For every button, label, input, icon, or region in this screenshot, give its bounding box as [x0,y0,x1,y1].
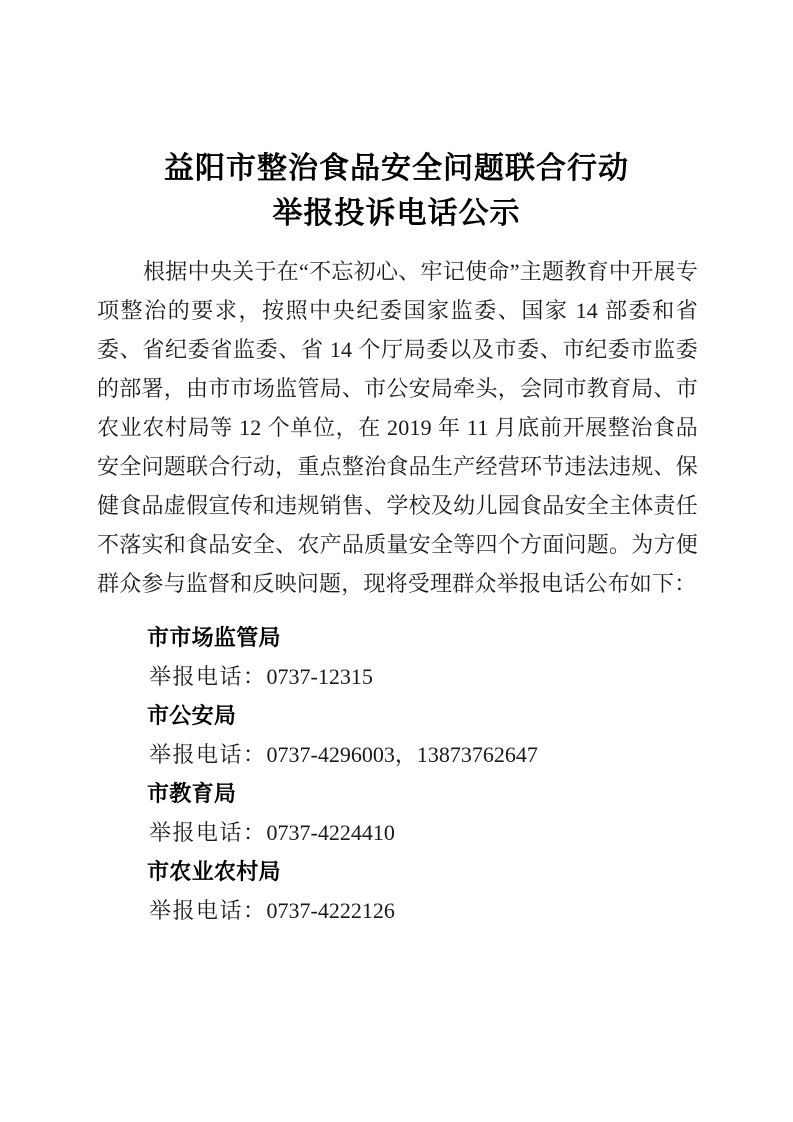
phone-number[interactable]: 0737-4222126 [266,898,395,923]
phone-number[interactable]: 0737-4296003，13873762647 [266,742,538,767]
phone-label: 举报电话： [149,820,267,845]
contact-entry-public-security [97,696,698,774]
contact-entry-market-supervision [97,618,698,696]
department-name: 市农业农村局 [147,859,281,884]
department-name: 市教育局 [147,781,237,806]
body-text-block [97,252,698,603]
department-phone-line [97,891,698,930]
contact-list [97,618,698,930]
contact-entry-agriculture-rural [97,852,698,930]
phone-number[interactable]: 0737-4224410 [266,820,395,845]
phone-label: 举报电话： [149,742,267,767]
department-phone-line [97,735,698,774]
body-paragraph: 根据中央关于在“不忘初心、牢记使命”主题教育中开展专项整治的要求，按照中央纪委国家监委、国家 14 部委和省委、省纪委省监委、省 14 个厅局委以及市委、市纪委市监委的部署，由市市场监管局、市公安局牵头，会同市教育局、市农业农村局等 12 个单位，在 2019 年 11 月底前开展整治食品安全问题联合行动，重点整治食品生产经营环节违法违规、保健食品虚假宣传和违规销售、学校及幼儿园食品安全主体责任不落实和食品安全、农产品质量安全等四个方面问题。为方便群众参与监督和反映问题，现将受理群众举报电话公布如下： [97,259,698,596]
department-name: 市市场监管局 [147,625,281,650]
department-phone-line [97,657,698,696]
page-title-line-2: 举报投诉电话公示 [272,197,521,231]
department-name: 市公安局 [147,703,237,728]
phone-label: 举报电话： [149,898,267,923]
phone-number[interactable]: 0737-12315 [266,664,373,689]
page-title [0,146,793,236]
page-title-line-1: 益阳市整治食品安全问题联合行动 [164,152,629,186]
department-phone-line [97,813,698,852]
phone-label: 举报电话： [149,664,267,689]
contact-entry-education [97,774,698,852]
